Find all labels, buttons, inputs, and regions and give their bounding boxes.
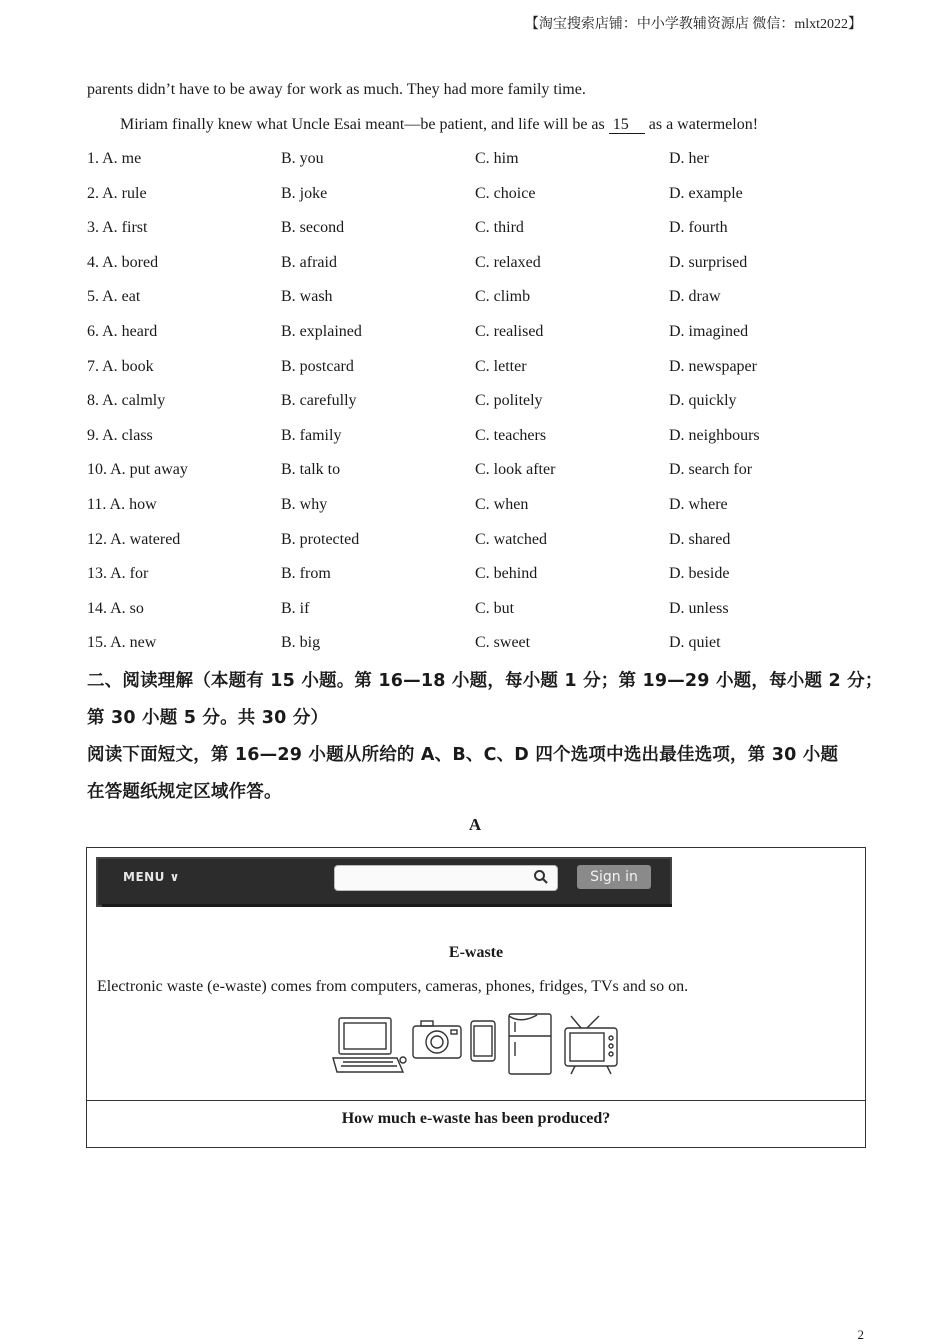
article-title: E-waste	[448, 944, 504, 961]
option-c: C. but	[475, 599, 515, 617]
option-a: 15. A. new	[87, 634, 157, 652]
option-row	[87, 600, 859, 635]
option-a: 6. A. heard	[87, 322, 158, 340]
option-c: C. climb	[475, 288, 531, 306]
option-row	[87, 634, 859, 669]
electronics-illustration	[331, 1012, 621, 1080]
option-d: D. surprised	[669, 253, 748, 271]
options-list	[87, 150, 859, 669]
option-c: C. behind	[475, 565, 538, 583]
option-row	[87, 185, 859, 220]
option-row	[87, 288, 859, 323]
option-a: 5. A. eat	[87, 288, 141, 306]
option-a: 10. A. put away	[87, 461, 188, 479]
option-a: 4. A. bored	[87, 253, 159, 271]
option-a: 9. A. class	[87, 426, 153, 444]
option-c: C. letter	[475, 357, 527, 375]
option-b: B. if	[281, 599, 310, 617]
option-a: 8. A. calmly	[87, 392, 166, 410]
option-row	[87, 358, 859, 393]
option-row	[87, 392, 859, 427]
option-b: B. wash	[281, 288, 333, 306]
option-row	[87, 219, 859, 254]
option-b: B. postcard	[281, 357, 354, 375]
option-c: C. third	[475, 219, 524, 237]
fridge-icon	[509, 1014, 551, 1074]
option-row	[87, 254, 859, 289]
option-d: D. quiet	[669, 634, 721, 652]
option-d: D. shared	[669, 530, 731, 548]
ewaste-webpage-box	[86, 847, 866, 1148]
option-b: B. explained	[281, 322, 362, 340]
option-a: 2. A. rule	[87, 184, 147, 202]
option-d: D. draw	[669, 288, 721, 306]
option-c: C. look after	[475, 461, 556, 479]
article-intro: Electronic waste (e-waste) comes from computers, cameras, phones, fridges, TVs and so on.	[97, 978, 689, 995]
option-a: 1. A. me	[87, 150, 142, 167]
option-c: C. realised	[475, 322, 544, 340]
option-d: D. newspaper	[669, 357, 757, 375]
phone-icon	[471, 1021, 495, 1061]
option-d: D. quickly	[669, 392, 737, 410]
menu-button[interactable]: MENU ∨	[123, 870, 180, 884]
nav-bar-edge	[102, 904, 672, 907]
option-d: D. example	[669, 184, 743, 202]
option-d: D. where	[669, 495, 728, 513]
section-heading-line-2: 第 30 小题 5 分。共 30 分）	[87, 708, 329, 728]
option-b: B. second	[281, 219, 345, 237]
option-b: B. carefully	[281, 392, 357, 410]
sign-in-button[interactable]: Sign in	[577, 865, 651, 889]
table-divider	[87, 1100, 865, 1101]
option-b: B. family	[281, 426, 342, 444]
instruction-line-2: 在答题纸规定区域作答。	[87, 782, 282, 802]
option-b: B. afraid	[281, 253, 337, 271]
option-row	[87, 531, 859, 566]
option-c: C. teachers	[475, 426, 547, 444]
option-d: D. imagined	[669, 322, 749, 340]
option-c: C. politely	[475, 392, 543, 410]
option-a: 7. A. book	[87, 357, 154, 375]
question-heading: How much e-waste has been produced?	[341, 1110, 611, 1127]
option-c: C. choice	[475, 184, 536, 202]
option-c: C. when	[475, 495, 529, 513]
option-d: D. unless	[669, 599, 729, 617]
site-nav-bar	[96, 857, 672, 907]
option-d: D. search for	[669, 461, 753, 479]
search-input[interactable]	[334, 865, 558, 891]
laptop-icon	[333, 1018, 406, 1072]
option-a: 11. A. how	[87, 495, 157, 513]
option-b: B. big	[281, 634, 321, 652]
passage-label: A	[468, 815, 482, 834]
instruction-line-1: 阅读下面短文，第 16—29 小题从所给的 A、B、C、D 四个选项中选出最佳选项，第 30 小题	[87, 745, 839, 765]
section-heading-line-1: 二、阅读理解（本题有 15 小题。第 16—18 小题，每小题 1 分；第 19—29 小题，每小题 2 分；	[87, 671, 883, 691]
page-number: 2	[857, 1327, 864, 1342]
option-d: D. fourth	[669, 219, 728, 237]
option-row	[87, 565, 859, 600]
option-a: 13. A. for	[87, 565, 149, 583]
option-c: C. him	[475, 150, 519, 167]
passage-line-2	[120, 116, 758, 134]
option-b: B. protected	[281, 530, 360, 548]
option-b: B. talk to	[281, 461, 341, 479]
option-c: C. watched	[475, 530, 547, 548]
search-icon[interactable]	[533, 869, 549, 885]
option-b: B. joke	[281, 184, 328, 202]
option-d: D. neighbours	[669, 426, 760, 444]
option-row	[87, 427, 859, 462]
option-row	[87, 150, 859, 185]
blank-15: 15	[609, 116, 645, 134]
passage-line-1: parents didn’t have to be away for work as much. They had more family time.	[87, 81, 586, 98]
option-a: 12. A. watered	[87, 530, 181, 548]
passage-line-2-start: Miriam finally knew what Uncle Esai meant—be patient, and life will be as	[120, 116, 609, 133]
option-row	[87, 323, 859, 358]
option-d: D. her	[669, 150, 709, 167]
option-c: C. sweet	[475, 634, 531, 652]
tv-icon	[565, 1016, 617, 1074]
option-a: 3. A. first	[87, 219, 148, 237]
option-row	[87, 496, 859, 531]
option-b: B. why	[281, 495, 328, 513]
option-b: B. from	[281, 565, 331, 583]
camera-icon	[413, 1021, 461, 1058]
option-d: D. beside	[669, 565, 730, 583]
option-row	[87, 461, 859, 496]
passage-line-2-end: as a watermelon!	[644, 116, 759, 133]
option-c: C. relaxed	[475, 253, 541, 271]
option-b: B. you	[281, 150, 324, 167]
option-a: 14. A. so	[87, 599, 144, 617]
shop-header: 【淘宝搜索店铺：中小学教辅资源店 微信：mlxt2022】	[524, 17, 862, 32]
